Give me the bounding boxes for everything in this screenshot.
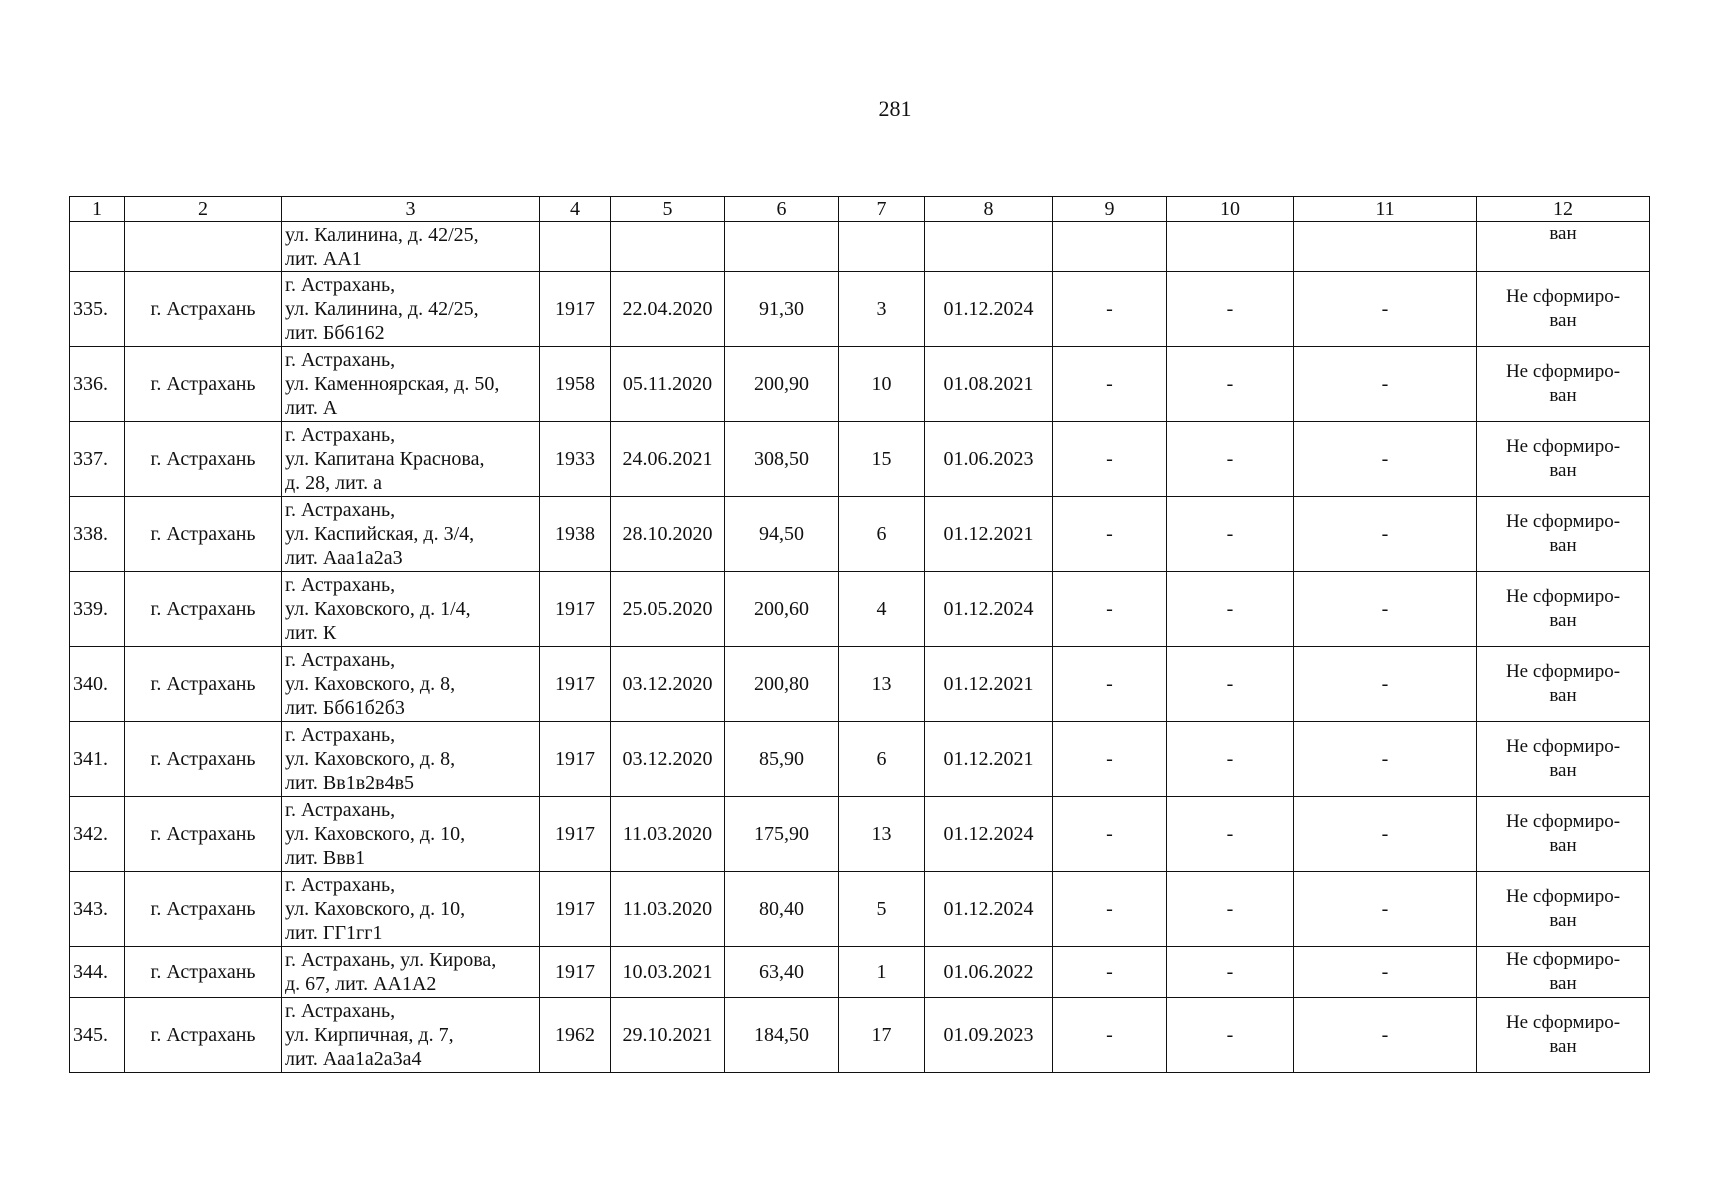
cell-deadline: 01.12.2024 [925, 872, 1053, 947]
table-row [70, 497, 1650, 572]
status-line: ван [1549, 385, 1577, 406]
address-line: лит. Вв1в2в4в5 [285, 772, 415, 794]
cell-area: 85,90 [725, 722, 839, 797]
cell-num: 338. [70, 497, 125, 572]
cell-status [1477, 722, 1650, 797]
column-header-6: 6 [725, 197, 839, 222]
cell-deadline: 01.12.2024 [925, 797, 1053, 872]
status-line: Не сформиро- [1505, 286, 1621, 307]
cell-people: 13 [839, 647, 925, 722]
address-line: лит. Ааа1а2а3а4 [285, 1048, 422, 1070]
cell-people: 17 [839, 998, 925, 1073]
table-row [70, 872, 1650, 947]
cell-city: г. Астрахань [125, 272, 282, 347]
cell-col9: - [1053, 947, 1167, 998]
table-row [70, 272, 1650, 347]
cell-deadline: 01.12.2024 [925, 272, 1053, 347]
cell-status [1477, 872, 1650, 947]
cell-date: 11.03.2020 [611, 872, 725, 947]
address-line: г. Астрахань, [285, 799, 396, 821]
status-line: Не сформиро- [1505, 949, 1621, 970]
header-row [70, 197, 1650, 222]
cell-col10: - [1167, 947, 1294, 998]
status-line: Не сформиро- [1505, 1012, 1621, 1033]
cell-status [1477, 347, 1650, 422]
cell-status [1477, 998, 1650, 1073]
cell-address [282, 872, 540, 947]
address-line: г. Астрахань, [285, 649, 396, 671]
cell-city: г. Астрахань [125, 647, 282, 722]
cell-people: 6 [839, 497, 925, 572]
cell-col11: - [1294, 647, 1477, 722]
cell-date: 28.10.2020 [611, 497, 725, 572]
address-line: лит. А [285, 397, 338, 419]
address-line: ул. Капитана Краснова, [285, 448, 485, 470]
cell-num: 341. [70, 722, 125, 797]
address-line: ул. Калинина, д. 42/25, [285, 223, 479, 246]
column-header-3: 3 [282, 197, 540, 222]
cell-col11: - [1294, 998, 1477, 1073]
status-line: ван [1549, 685, 1577, 706]
cell-col11: - [1294, 722, 1477, 797]
cell-col10: - [1167, 272, 1294, 347]
cell-num: 340. [70, 647, 125, 722]
cell-date [611, 222, 725, 272]
cell-deadline: 01.12.2021 [925, 497, 1053, 572]
address-line: г. Астрахань, [285, 724, 396, 746]
cell-area: 184,50 [725, 998, 839, 1073]
cell-status [1477, 947, 1650, 998]
cell-status [1477, 422, 1650, 497]
cell-area: 175,90 [725, 797, 839, 872]
status-line: ван [1549, 223, 1577, 244]
cell-area: 200,60 [725, 572, 839, 647]
address-line: лит. Бб61б2б3 [285, 697, 405, 719]
cell-deadline: 01.06.2022 [925, 947, 1053, 998]
cell-col9: - [1053, 722, 1167, 797]
cell-num: 344. [70, 947, 125, 998]
cell-col10: - [1167, 797, 1294, 872]
cell-city: г. Астрахань [125, 572, 282, 647]
cell-status [1477, 797, 1650, 872]
cell-col9: - [1053, 797, 1167, 872]
cell-year: 1917 [540, 272, 611, 347]
status-line: ван [1549, 973, 1577, 994]
cell-date: 22.04.2020 [611, 272, 725, 347]
status-line: Не сформиро- [1505, 661, 1621, 682]
cell-address [282, 272, 540, 347]
cell-address [282, 222, 540, 272]
cell-deadline: 01.06.2023 [925, 422, 1053, 497]
column-header-2: 2 [125, 197, 282, 222]
cell-people: 13 [839, 797, 925, 872]
table-row [70, 722, 1650, 797]
address-line: г. Астрахань, [285, 1000, 396, 1022]
cell-address [282, 947, 540, 998]
column-header-5: 5 [611, 197, 725, 222]
address-line: г. Астрахань, [285, 274, 396, 296]
address-line: лит. Ввв1 [285, 847, 366, 869]
cell-deadline: 01.09.2023 [925, 998, 1053, 1073]
cell-date: 03.12.2020 [611, 647, 725, 722]
status-line: ван [1549, 1036, 1577, 1057]
address-line: лит. К [285, 622, 337, 644]
address-line: лит. АА1 [285, 247, 362, 270]
cell-col9: - [1053, 272, 1167, 347]
cell-num: 345. [70, 998, 125, 1073]
address-line: г. Астрахань, [285, 574, 396, 596]
status-line: ван [1549, 310, 1577, 331]
cell-col11: - [1294, 347, 1477, 422]
cell-col10: - [1167, 572, 1294, 647]
cell-col9 [1053, 222, 1167, 272]
cell-num: 337. [70, 422, 125, 497]
cell-year: 1933 [540, 422, 611, 497]
cell-year: 1958 [540, 347, 611, 422]
cell-people [839, 222, 925, 272]
cell-col10: - [1167, 497, 1294, 572]
cell-num: 342. [70, 797, 125, 872]
cell-date: 11.03.2020 [611, 797, 725, 872]
cell-year: 1917 [540, 947, 611, 998]
status-line: Не сформиро- [1505, 886, 1621, 907]
column-header-4: 4 [540, 197, 611, 222]
cell-year: 1917 [540, 647, 611, 722]
address-line: ул. Калинина, д. 42/25, [285, 298, 479, 320]
column-header-8: 8 [925, 197, 1053, 222]
status-line: Не сформиро- [1505, 586, 1621, 607]
cell-people: 15 [839, 422, 925, 497]
cell-deadline: 01.12.2021 [925, 647, 1053, 722]
cell-year: 1917 [540, 797, 611, 872]
cell-year [540, 222, 611, 272]
address-line: ул. Каховского, д. 10, [285, 898, 466, 920]
cell-year: 1938 [540, 497, 611, 572]
cell-city: г. Астрахань [125, 797, 282, 872]
cell-address [282, 647, 540, 722]
cell-area: 91,30 [725, 272, 839, 347]
cell-year: 1917 [540, 872, 611, 947]
cell-deadline: 01.12.2021 [925, 722, 1053, 797]
cell-col11: - [1294, 497, 1477, 572]
cell-city: г. Астрахань [125, 998, 282, 1073]
cell-area: 200,80 [725, 647, 839, 722]
cell-city: г. Астрахань [125, 422, 282, 497]
cell-col10 [1167, 222, 1294, 272]
cell-col10: - [1167, 722, 1294, 797]
continued-row [70, 222, 1650, 272]
address-line: д. 67, лит. АА1А2 [285, 973, 437, 995]
cell-address [282, 722, 540, 797]
cell-status [1477, 572, 1650, 647]
cell-date: 10.03.2021 [611, 947, 725, 998]
cell-area: 94,50 [725, 497, 839, 572]
address-line: ул. Каховского, д. 8, [285, 673, 456, 695]
address-line: ул. Каховского, д. 8, [285, 748, 456, 770]
address-line: г. Астрахань, [285, 874, 396, 896]
cell-area: 308,50 [725, 422, 839, 497]
cell-date: 29.10.2021 [611, 998, 725, 1073]
cell-col9: - [1053, 998, 1167, 1073]
cell-city: г. Астрахань [125, 872, 282, 947]
address-line: г. Астрахань, [285, 349, 396, 371]
cell-deadline [925, 222, 1053, 272]
cell-area: 200,90 [725, 347, 839, 422]
cell-address [282, 347, 540, 422]
cell-col11: - [1294, 947, 1477, 998]
cell-col10: - [1167, 647, 1294, 722]
cell-col11: - [1294, 422, 1477, 497]
cell-status [1477, 272, 1650, 347]
cell-col11: - [1294, 272, 1477, 347]
table-row [70, 998, 1650, 1073]
cell-col10: - [1167, 347, 1294, 422]
status-line: Не сформиро- [1505, 511, 1621, 532]
cell-people: 5 [839, 872, 925, 947]
address-line: лит. ГГ1гг1 [285, 922, 383, 944]
cell-area [725, 222, 839, 272]
table-row [70, 947, 1650, 998]
cell-col11 [1294, 222, 1477, 272]
cell-address [282, 497, 540, 572]
cell-date: 24.06.2021 [611, 422, 725, 497]
cell-num: 336. [70, 347, 125, 422]
cell-city: г. Астрахань [125, 722, 282, 797]
address-line: лит. Бб6162 [285, 322, 385, 344]
cell-address [282, 797, 540, 872]
cell-year: 1917 [540, 572, 611, 647]
cell-address [282, 422, 540, 497]
cell-col9: - [1053, 872, 1167, 947]
address-line: ул. Каменноярская, д. 50, [285, 373, 500, 395]
cell-num: 335. [70, 272, 125, 347]
cell-area: 63,40 [725, 947, 839, 998]
column-header-10: 10 [1167, 197, 1294, 222]
cell-date: 05.11.2020 [611, 347, 725, 422]
cell-status [1477, 647, 1650, 722]
cell-year: 1962 [540, 998, 611, 1073]
cell-num: 343. [70, 872, 125, 947]
cell-num [70, 222, 125, 272]
address-line: г. Астрахань, [285, 499, 396, 521]
address-line: лит. Ааа1а2а3 [285, 547, 403, 569]
cell-people: 4 [839, 572, 925, 647]
cell-date: 03.12.2020 [611, 722, 725, 797]
column-header-1: 1 [70, 197, 125, 222]
status-line: Не сформиро- [1505, 361, 1621, 382]
cell-col10: - [1167, 422, 1294, 497]
cell-people: 6 [839, 722, 925, 797]
column-header-12: 12 [1477, 197, 1650, 222]
cell-address [282, 572, 540, 647]
cell-status [1477, 222, 1650, 272]
column-header-7: 7 [839, 197, 925, 222]
cell-city [125, 222, 282, 272]
cell-status [1477, 497, 1650, 572]
registry-table [69, 196, 1650, 1073]
cell-col9: - [1053, 347, 1167, 422]
table-body [70, 222, 1650, 1073]
cell-col9: - [1053, 572, 1167, 647]
cell-year: 1917 [540, 722, 611, 797]
cell-col11: - [1294, 872, 1477, 947]
status-line: ван [1549, 910, 1577, 931]
cell-col11: - [1294, 797, 1477, 872]
address-line: ул. Каспийская, д. 3/4, [285, 523, 475, 545]
column-header-11: 11 [1294, 197, 1477, 222]
cell-deadline: 01.12.2024 [925, 572, 1053, 647]
status-line: ван [1549, 760, 1577, 781]
page-number: 281 [878, 96, 912, 121]
cell-people: 10 [839, 347, 925, 422]
status-line: ван [1549, 460, 1577, 481]
cell-city: г. Астрахань [125, 497, 282, 572]
cell-city: г. Астрахань [125, 347, 282, 422]
cell-deadline: 01.08.2021 [925, 347, 1053, 422]
cell-city: г. Астрахань [125, 947, 282, 998]
table-row [70, 572, 1650, 647]
status-line: Не сформиро- [1505, 811, 1621, 832]
cell-address [282, 998, 540, 1073]
status-line: Не сформиро- [1505, 736, 1621, 757]
cell-col9: - [1053, 497, 1167, 572]
status-line: ван [1549, 610, 1577, 631]
cell-area: 80,40 [725, 872, 839, 947]
cell-col10: - [1167, 872, 1294, 947]
address-line: ул. Каховского, д. 1/4, [285, 598, 471, 620]
table-row [70, 797, 1650, 872]
address-line: г. Астрахань, [285, 424, 396, 446]
table-row [70, 647, 1650, 722]
cell-people: 1 [839, 947, 925, 998]
status-line: ван [1549, 535, 1577, 556]
cell-people: 3 [839, 272, 925, 347]
table-row [70, 347, 1650, 422]
address-line: д. 28, лит. а [285, 472, 382, 494]
column-header-9: 9 [1053, 197, 1167, 222]
cell-col10: - [1167, 998, 1294, 1073]
address-line: ул. Каховского, д. 10, [285, 823, 466, 845]
status-line: ван [1549, 835, 1577, 856]
cell-date: 25.05.2020 [611, 572, 725, 647]
cell-col11: - [1294, 572, 1477, 647]
cell-col9: - [1053, 422, 1167, 497]
table-row [70, 422, 1650, 497]
cell-num: 339. [70, 572, 125, 647]
status-line: Не сформиро- [1505, 436, 1621, 457]
address-line: г. Астрахань, ул. Кирова, [285, 949, 497, 971]
cell-col9: - [1053, 647, 1167, 722]
address-line: ул. Кирпичная, д. 7, [285, 1024, 454, 1046]
